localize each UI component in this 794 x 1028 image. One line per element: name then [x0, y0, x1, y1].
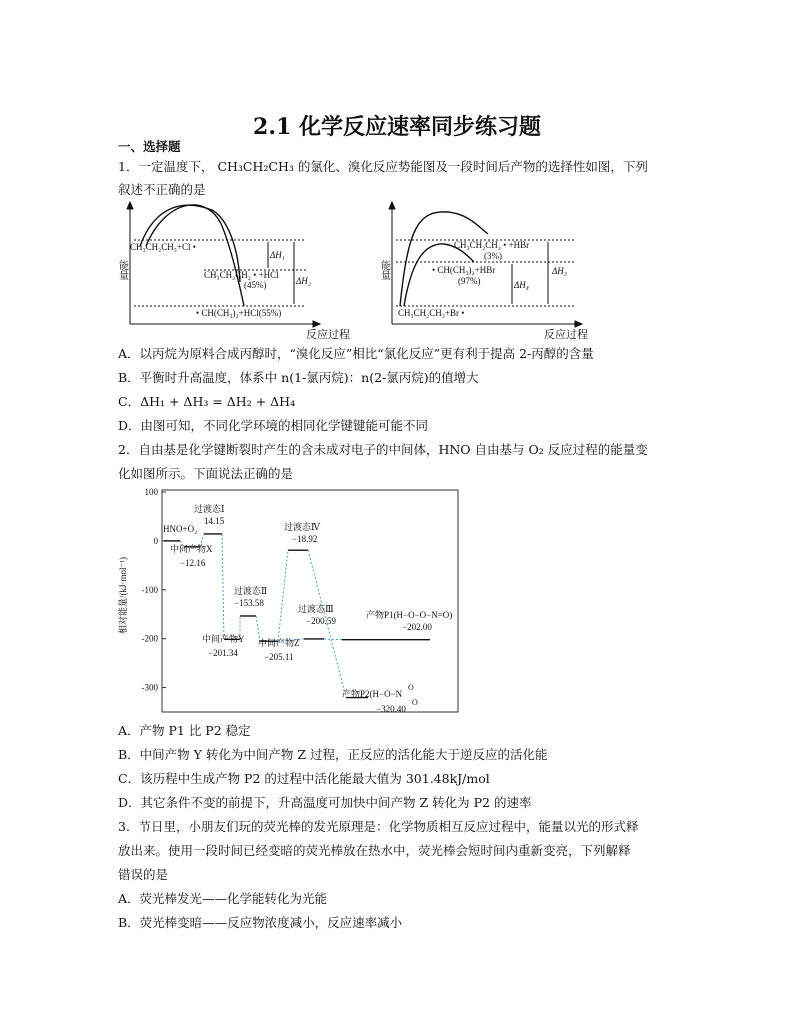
right-x-arrow-icon — [575, 321, 582, 327]
q1-stem-line2: 叙述不正确的是 — [118, 182, 206, 197]
q1-option-d: D．由图可知，不同化学环境的相同化学键键能可能不同 — [118, 418, 429, 433]
right-curve-1 — [400, 212, 488, 306]
label-ts1: 过渡态Ⅰ — [194, 504, 225, 514]
label-y-value: −201.34 — [208, 648, 238, 658]
q1-right-energy-diagram — [378, 198, 598, 344]
label-p2: 产物P2(H−O−N — [342, 689, 403, 699]
label-y: 中间产物Y — [202, 634, 245, 644]
q1-option-b: B．平衡时升高温度，体系中 n(1-氯丙烷)：n(2-氯丙烷)的值增大 — [118, 370, 479, 385]
label-ts4: 过渡态Ⅳ — [284, 522, 320, 532]
right-y-arrow-icon — [389, 202, 395, 209]
q3-option-b: B．荧光棒变暗——反应物浓度减小，反应速率减小 — [118, 915, 403, 930]
right-label-p1: CH₃CH₂CH₂ • +HBr — [454, 240, 530, 250]
left-dh2-label: ΔH₂ — [296, 276, 311, 286]
q3-stem-line3: 错误的是 — [118, 867, 169, 882]
label-x-value: −12.16 — [180, 558, 206, 568]
label-x: 中间产物X — [170, 544, 213, 554]
left-label-p1-pct: (45%) — [244, 280, 267, 290]
left-ylabel: 能量 — [116, 260, 128, 280]
q1-stem-a: 1．一定温度下， — [118, 159, 214, 174]
right-label-p1-pct: (3%) — [484, 251, 502, 261]
left-x-arrow-icon — [313, 321, 320, 327]
q3-stem-line1: 3．节日里，小朋友们玩的荧光棒的发光原理是：化学物质相互反应过程中，能量以光的形式释 — [118, 819, 639, 834]
left-dh1-label: ΔH₁ — [270, 250, 285, 260]
q1-formula: CH₃CH₂CH₃ — [217, 159, 294, 174]
right-dh3-label: ΔH₃ — [552, 266, 567, 276]
q2-stem-line1: 2．自由基是化学键断裂时产生的含未成对电子的中间体，HNO 自由基与 O₂ 反应过程的能量变 — [118, 442, 648, 457]
right-dh4-label: ΔH₄ — [514, 280, 529, 290]
q2-energy-chart — [112, 484, 464, 716]
label-p1: 产物P1(H−O−O−N=O) — [366, 610, 453, 620]
q2-stem-line2: 化如图所示。下面说法正确的是 — [118, 466, 294, 481]
left-xlabel: 反应过程 — [306, 329, 350, 341]
right-xlabel: 反应过程 — [544, 329, 588, 341]
left-y-arrow-icon — [127, 202, 133, 209]
q2-option-d: D．其它条件不变的前提下，升高温度可加快中间产物 Z 转化为 P2 的速率 — [118, 795, 532, 810]
right-label-p2: • CH(CH₃)₂+HBr — [432, 265, 496, 275]
connector-5 — [278, 550, 288, 641]
right-label-p2-pct: (97%) — [458, 276, 481, 286]
label-ts2-value: −153.58 — [234, 598, 264, 608]
q2-option-b: B．中间产物 Y 转化为中间产物 Z 过程，正反应的活化能大于逆反应的活化能 — [118, 747, 548, 762]
label-ts1-value: 14.15 — [204, 516, 225, 526]
y-tick-label-4: -300 — [141, 682, 158, 693]
y-tick-label-1: 0 — [153, 535, 158, 546]
label-ts4-value: −18.92 — [292, 534, 318, 544]
q3-stem-line2: 放出来。使用一段时间已经变暗的荧光棒放在热水中，荧光棒会短时间内重新变亮，下列解释 — [118, 843, 631, 858]
label-ts2: 过渡态Ⅱ — [234, 586, 268, 596]
left-curve-2 — [146, 205, 244, 306]
section-heading: 一、选择题 — [118, 139, 181, 154]
q2-option-c: C．该历程中生成产物 P2 的过程中活化能最大值为 301.48kJ/mol — [118, 771, 490, 786]
label-z: 中间产物Z — [258, 638, 300, 648]
right-label-reactant: CH₃CH₂CH₃+Br • — [398, 308, 465, 318]
q3-option-a: A．荧光棒发光——化学能转化为光能 — [118, 891, 328, 906]
chart-ylabel: 相对能量/(kJ·mol⁻¹) — [118, 557, 128, 634]
q1-option-c: C．ΔH₁ + ΔH₃ = ΔH₂ + ΔH₄ — [118, 394, 296, 409]
q1-left-energy-diagram — [116, 198, 350, 344]
q1-option-a: A．以丙烷为原料合成丙醇时，“溴化反应”相比“氯化反应”更有利于提高 2-丙醇的含量 — [118, 346, 594, 361]
connector-2 — [222, 534, 224, 639]
label-p2-o1: O — [408, 683, 414, 692]
q1-stem-b: 的氯化、溴化反应势能图及一段时间后产物的选择性如图，下列 — [297, 159, 648, 174]
label-p2-value: −320.40 — [376, 704, 406, 714]
label-p1-value: −202.00 — [402, 622, 432, 632]
label-ts3: 过渡态Ⅲ — [298, 604, 334, 614]
label-p2-o2: O — [412, 698, 418, 707]
q2-option-a: A．产物 P1 比 P2 稳定 — [118, 723, 251, 738]
y-tick-label-3: -200 — [141, 633, 158, 644]
left-label-p1: CH₃CH₂CH₂ • +HCl — [204, 270, 279, 280]
label-hno-o2: HNO+O₂ — [163, 524, 198, 534]
label-ts3-value: −200.59 — [306, 616, 336, 626]
y-tick-label-2: -100 — [141, 584, 158, 595]
label-z-value: −205.11 — [264, 652, 294, 662]
right-ylabel: 能量 — [378, 260, 390, 280]
page-title: 2.1 化学反应速率同步练习题 — [253, 114, 541, 140]
left-label-reactant: CH₃CH₂CH₃+Cl • — [130, 242, 196, 252]
y-tick-label-0: 100 — [144, 487, 158, 497]
connector-8 — [324, 639, 342, 640]
left-label-p2: • CH(CH₃)₂+HCl(55%) — [196, 308, 282, 318]
q1-stem-line1 — [118, 158, 648, 175]
